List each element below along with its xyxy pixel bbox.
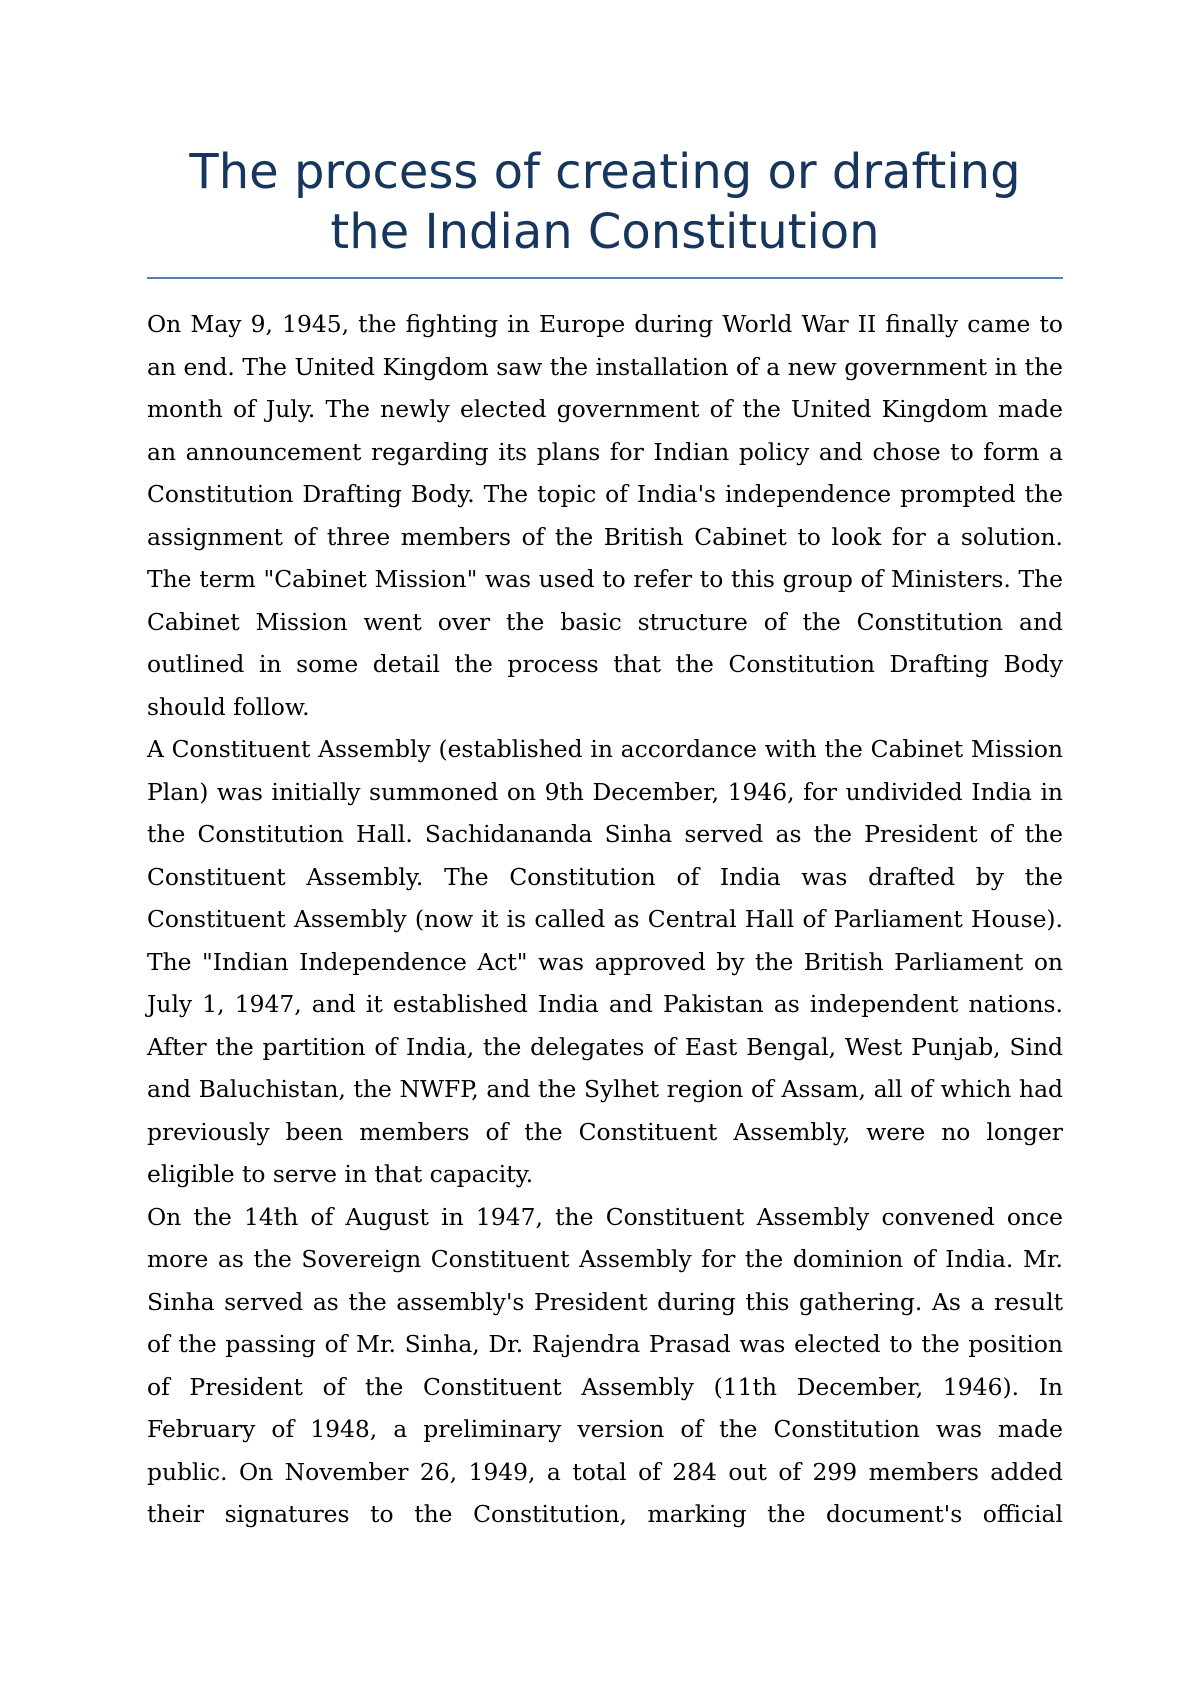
paragraph-constituent-assembly: A Constituent Assembly (established in accordance with the Cabinet Mission Plan) was initially summoned on 9th December, 1946, for undivided India in the Constitution Hall. Sachidananda Sinha served as the President of the Constituent Assembly. The Constitution of India was drafted by the Constituent Assembly (now it is called as Central Hall of Parliament House). The "Indian Independence Act" was approved by the British Parliament on July 1, 1947, and it established India and Pakistan as independent nations. After the partition of India, the delegates of East Bengal, West Punjab, Sind and Baluchistan, the NWFP, and the Sylhet region of Assam, all of which had previously been members of the Constituent Assembly, were no longer eligible to serve in that capacity. [147, 735, 1063, 1188]
document-title: The process of creating or drafting the Indian Constitution [189, 144, 1021, 260]
paragraph-cabinet-mission: On May 9, 1945, the fighting in Europe during World War II finally came to an end. The United Kingdom saw the installation of a new government in the month of July. The newly elected government of the United Kingdom made an announcement regarding its plans for Indian policy and chose to form a Constitution Drafting Body. The topic of India's independence prompted the assignment of three members of the British Cabinet to look for a solution. The term "Cabinet Mission" was used to refer to this group of Ministers. The Cabinet Mission went over the basic structure of the Constitution and outlined in some detail the process that the Constitution Drafting Body should follow. [147, 310, 1063, 721]
title-underline [147, 277, 1063, 279]
paragraph-sovereign-assembly: On the 14th of August in 1947, the Constituent Assembly convened once more as the Sovereign Constituent Assembly for the dominion of India. Mr. Sinha served as the assembly's President during this gathering. As a result of the passing of Mr. Sinha, Dr. Rajendra Prasad was elected to the position of President of the Constituent Assembly (11th December, 1946). In February of 1948, a preliminary version of the Constitution was made public. On November 26, 1949, a total of 284 out of 299 members added their signatures to the Constitution, marking the document's official [147, 1202, 1063, 1528]
document-body [147, 303, 1063, 1536]
